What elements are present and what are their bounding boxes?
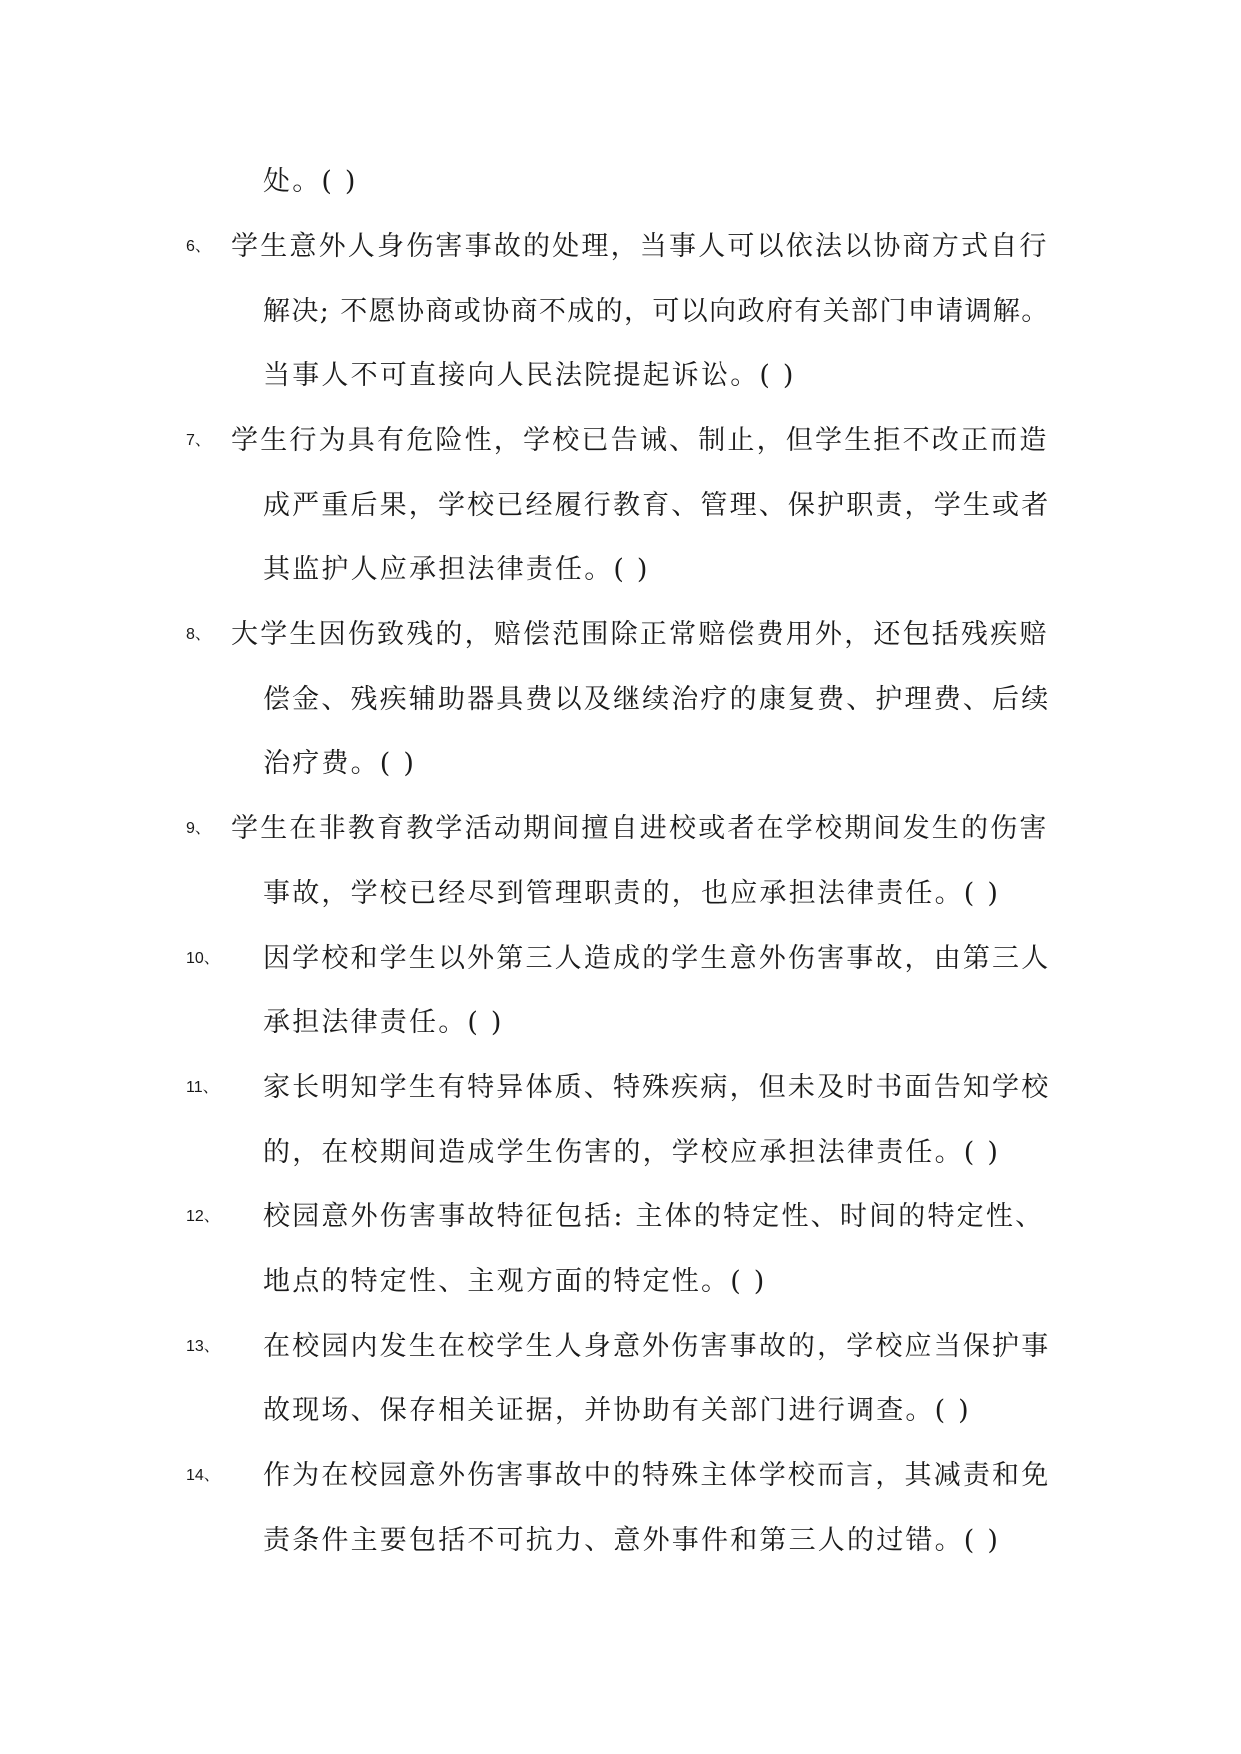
item-12-line-2: 地点的特定性、主观方面的特定性。( ): [263, 1266, 767, 1297]
item-12-number: 12、: [186, 1208, 220, 1225]
item-6-number: 6、: [186, 238, 211, 255]
item-6-line-2: 解决; 不愿协商或协商不成的，可以向政府有关部门申请调解。: [263, 296, 1050, 327]
item-9-number: 9、: [186, 820, 211, 837]
item-8-line-3: 治疗费。( ): [263, 748, 417, 779]
item-11-line-2: 的，在校期间造成学生伤害的，学校应承担法律责任。( ): [263, 1137, 1001, 1168]
item-8-line-2: 偿金、残疾辅助器具费以及继续治疗的康复费、护理费、后续: [263, 684, 1051, 715]
item-12-line-1: 校园意外伤害事故特征包括: 主体的特定性、时间的特定性、: [263, 1201, 1045, 1232]
item-7-number: 7、: [186, 432, 211, 449]
item-5-line-3: 处。( ): [263, 166, 358, 197]
item-13-line-2: 故现场、保存相关证据，并协助有关部门进行调查。( ): [263, 1395, 971, 1426]
item-9-line-1: 学生在非教育教学活动期间擅自进校或者在学校期间发生的伤害: [231, 813, 1049, 844]
item-13-number: 13、: [186, 1338, 220, 1355]
item-6-line-1: 学生意外人身伤害事故的处理，当事人可以依法以协商方式自行: [231, 231, 1049, 262]
item-10-line-1: 因学校和学生以外第三人造成的学生意外伤害事故，由第三人: [263, 943, 1051, 974]
item-13-line-1: 在校园内发生在校学生人身意外伤害事故的，学校应当保护事: [263, 1331, 1051, 1362]
item-14-number: 14、: [186, 1467, 220, 1484]
item-10-number: 10、: [186, 950, 220, 967]
item-7-line-1: 学生行为具有危险性，学校已告诫、制止，但学生拒不改正而造: [231, 425, 1049, 456]
item-7-line-2: 成严重后果，学校已经履行教育、管理、保护职责，学生或者: [263, 490, 1051, 521]
item-8-number: 8、: [186, 626, 211, 643]
item-9-line-2: 事故，学校已经尽到管理职责的，也应承担法律责任。( ): [263, 878, 1001, 909]
item-11-number: 11、: [186, 1079, 219, 1096]
item-11-line-1: 家长明知学生有特异体质、特殊疾病，但未及时书面告知学校: [263, 1072, 1051, 1103]
item-14-line-1: 作为在校园意外伤害事故中的特殊主体学校而言，其减责和免: [263, 1460, 1051, 1491]
item-8-line-1: 大学生因伤致残的，赔偿范围除正常赔偿费用外，还包括残疾赔: [231, 619, 1049, 650]
item-6-line-3: 当事人不可直接向人民法院提起诉讼。( ): [263, 360, 796, 391]
item-10-line-2: 承担法律责任。( ): [263, 1007, 504, 1038]
item-7-line-3: 其监护人应承担法律责任。( ): [263, 554, 650, 585]
item-14-line-2: 责条件主要包括不可抗力、意外事件和第三人的过错。( ): [263, 1525, 1001, 1556]
